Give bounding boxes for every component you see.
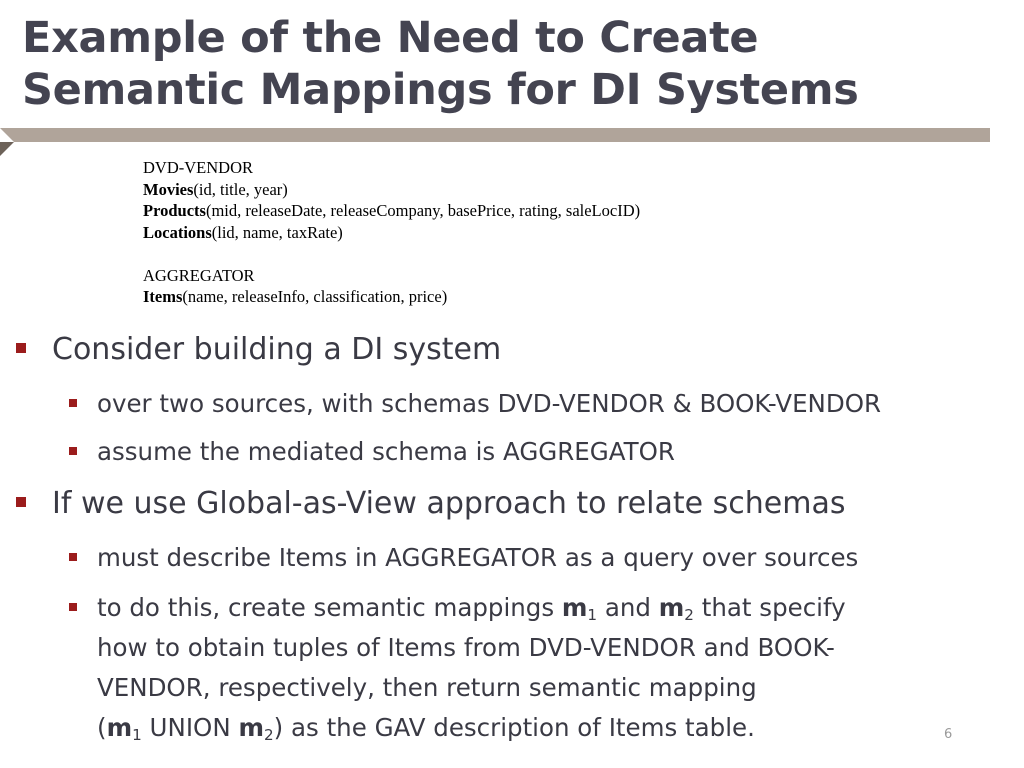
mappings-line-2: how to obtain tuples of Items from DVD-VENDOR and BOOK- bbox=[97, 633, 835, 662]
bullet-mappings bbox=[97, 588, 977, 748]
dvd-vendor-label: DVD-VENDOR bbox=[143, 158, 253, 177]
bullet-square-icon bbox=[69, 603, 77, 611]
m2-symbol: m bbox=[658, 593, 685, 622]
bullet-gav-text: If we use Global-as-View approach to relate schemas bbox=[52, 486, 846, 521]
m2-symbol: m bbox=[238, 713, 264, 742]
page-number: 6 bbox=[944, 727, 953, 742]
bullet-square-icon bbox=[69, 447, 77, 455]
title-line-2: Semantic Mappings for DI Systems bbox=[22, 65, 859, 115]
movies-schema bbox=[143, 179, 640, 201]
mappings-line-1: to do this, create semantic mappings $m_1$ and $m_2$ that specify bbox=[97, 593, 846, 624]
title-rule-tail bbox=[0, 142, 14, 156]
title-rule bbox=[14, 128, 990, 142]
locations-name: Locations bbox=[143, 222, 212, 242]
schema-gap bbox=[143, 243, 640, 265]
bullet-gav bbox=[52, 486, 845, 522]
bullet-describe-items bbox=[97, 538, 977, 578]
bullet-mediated-schema-text: assume the mediated schema is AGGREGATOR bbox=[97, 437, 675, 466]
products-name: Products bbox=[143, 201, 206, 220]
bullet-describe-items-text: must describe Items in AGGREGATOR as a query over sources bbox=[97, 543, 859, 572]
title-line-1: Example of the Need to Create bbox=[22, 13, 759, 63]
locations-attrs: (lid, name, taxRate) bbox=[211, 222, 343, 242]
products-schema bbox=[143, 200, 640, 222]
slide-title bbox=[22, 12, 1002, 116]
bullet-consider bbox=[52, 332, 501, 368]
bullet-two-sources-text: over two sources, with schemas DVD-VENDOR & BOOK-VENDOR bbox=[97, 389, 882, 418]
bullet-two-sources bbox=[97, 384, 977, 424]
schema-listing bbox=[143, 157, 640, 308]
mappings-line-4: ($m_1$ UNION $m_2$) as the GAV description of Items table. bbox=[97, 713, 755, 744]
products-attrs: (mid, releaseDate, releaseCompany, basePrice, rating, saleLocID) bbox=[205, 201, 641, 220]
locations-schema bbox=[143, 222, 640, 244]
movies-name: Movies bbox=[143, 179, 194, 199]
items-name: Items bbox=[143, 287, 183, 306]
bullet-square-icon bbox=[16, 343, 26, 353]
bullet-consider-text: Consider building a DI system bbox=[52, 332, 502, 367]
aggregator-label: AGGREGATOR bbox=[143, 265, 255, 285]
m1-symbol: m bbox=[106, 713, 133, 742]
movies-attrs: (id, title, year) bbox=[193, 179, 288, 199]
bullet-square-icon bbox=[69, 553, 77, 561]
bullet-mediated-schema bbox=[97, 432, 977, 472]
mappings-line-3: VENDOR, respectively, then return semantic mapping bbox=[97, 673, 757, 702]
bullet-square-icon bbox=[69, 399, 77, 407]
m1-symbol: m bbox=[561, 593, 588, 622]
title-rule-wedge bbox=[0, 128, 14, 142]
bullet-square-icon bbox=[16, 497, 26, 507]
items-schema bbox=[143, 286, 640, 308]
items-attrs: (name, releaseInfo, classification, price) bbox=[182, 287, 448, 306]
